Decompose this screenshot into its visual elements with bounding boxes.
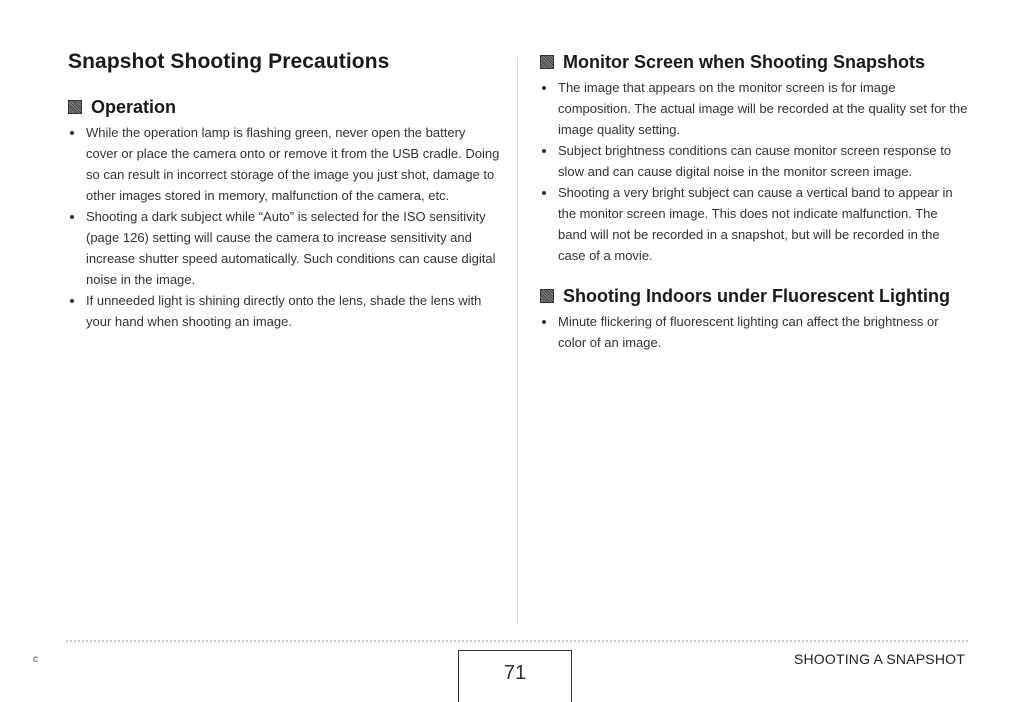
operation-bullet-list: [68, 122, 500, 332]
section-marker-icon: [540, 55, 554, 69]
footer-divider: [66, 640, 968, 642]
section-heading-fluorescent-lighting: [540, 285, 970, 307]
left-column: [68, 96, 500, 332]
section-heading-text: Monitor Screen when Shooting Snapshots: [563, 52, 926, 72]
section-heading-text: Operation: [91, 97, 177, 117]
corner-mark: c: [33, 654, 38, 665]
section-heading-monitor-screen: [540, 51, 970, 73]
fluorescent-lighting-bullet-list: [540, 311, 970, 353]
section-monitor-screen: [540, 51, 970, 266]
list-item: If unneeded light is shining directly onto the lens, shade the lens with your hand when shooting an image.: [68, 290, 500, 332]
list-item: Minute flickering of fluorescent lighting can affect the brightness or color of an image.: [540, 311, 970, 353]
section-heading-text: Shooting Indoors under Fluorescent Lighting: [563, 286, 950, 306]
page-title: Snapshot Shooting Precautions: [68, 50, 390, 73]
footer-section-name: SHOOTING A SNAPSHOT: [793, 651, 965, 667]
column-divider: [517, 58, 518, 624]
section-marker-icon: [68, 100, 82, 114]
list-item: Shooting a very bright subject can cause a vertical band to appear in the monitor screen image. This does not indicate malfunction. The band will not be recorded in a snapshot, but will be recorded in the case of a movie.: [540, 182, 970, 266]
list-item: Subject brightness conditions can cause monitor screen response to slow and can cause digital noise in the monitor screen image.: [540, 140, 970, 182]
section-fluorescent-lighting: [540, 285, 970, 353]
monitor-screen-bullet-list: [540, 77, 970, 266]
list-item: While the operation lamp is flashing green, never open the battery cover or place the camera onto or remove it from the USB cradle. Doing so can result in incorrect storage of the image you just shot, damage to other images stored in memory, malfunction of the camera, etc.: [68, 122, 500, 206]
section-marker-icon: [540, 289, 554, 303]
right-column: [540, 51, 970, 353]
section-heading-operation: [68, 96, 500, 118]
list-item: The image that appears on the monitor screen is for image composition. The actual image will be recorded at the quality set for the image quality setting.: [540, 77, 970, 140]
list-item: Shooting a dark subject while “Auto” is selected for the ISO sensitivity (page 126) setting will cause the camera to increase sensitivity and increase shutter speed automatically. Such conditions can cause digital noise in the image.: [68, 206, 500, 290]
page-number: 71: [458, 650, 572, 702]
